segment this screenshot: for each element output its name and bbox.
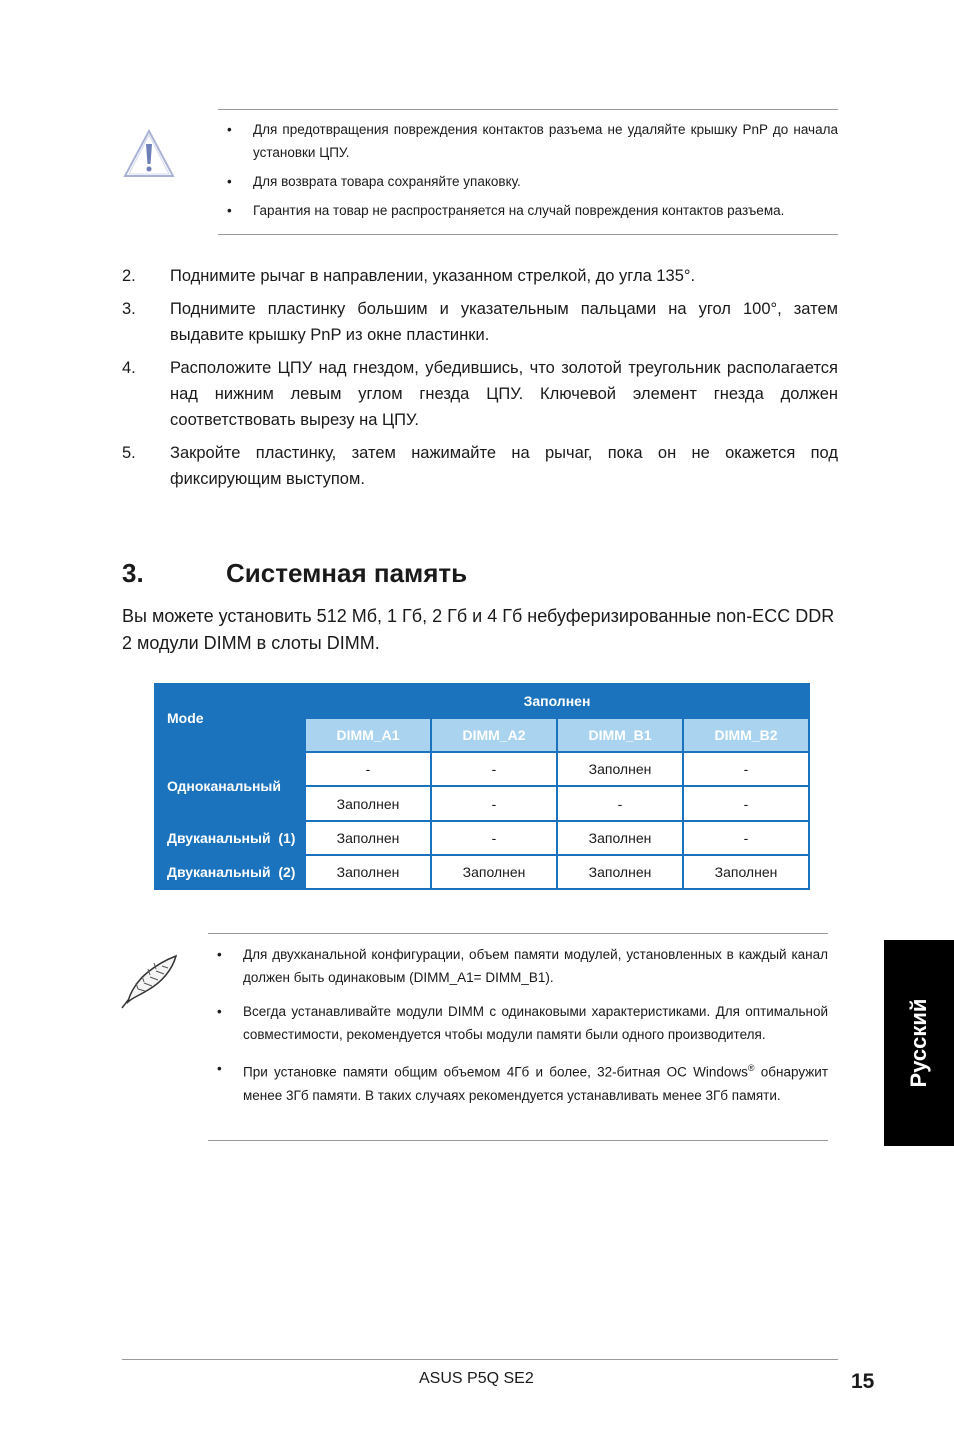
section-number: 3. <box>122 558 144 588</box>
table-cell: Заполнен <box>305 786 431 820</box>
step-item: 5. Закройте пластинку, затем нажимайте на рычаг, пока он не окажется под фиксирующим выступом. <box>122 444 838 488</box>
table-cell: - <box>431 786 557 820</box>
column-header: DIMM_A1 <box>305 718 431 752</box>
table-cell: - <box>431 821 557 855</box>
footer-product-name: ASUS P5Q SE2 <box>419 1370 534 1387</box>
table-header-row <box>155 684 809 718</box>
step-item: 4. Расположите ЦПУ над гнездом, убедившись, что золотой треугольник располагается над нижним левым углом гнезда ЦПУ. Ключевой элемент гнезда должен соответствовать вырезу на ЦПУ. <box>122 359 838 429</box>
section-intro: Вы можете установить 512 Мб, 1 Гб, 2 Гб и 4 Гб небуферизированные non-ECC DDR 2 модули DIMM в слоты DIMM. <box>122 606 835 653</box>
language-side-tab <box>884 940 954 1146</box>
single-channel-label: Одноканальный <box>155 752 305 820</box>
page-number: 15 <box>851 1370 875 1393</box>
dual-channel-1-label: Двуканальный (1) <box>155 821 305 855</box>
table-cell: - <box>683 752 809 786</box>
memory-config-table <box>154 683 810 890</box>
table-cell: Заполнен <box>305 821 431 855</box>
caution-list <box>220 118 838 228</box>
note-item: • Всегда устанавливайте модули DIMM с одинаковыми характеристиками. Для оптимальной совместимости, рекомендуется чтобы модули памяти были одного производителя. <box>217 1004 828 1042</box>
table-cell: - <box>557 786 683 820</box>
note-item: • При установке памяти общим объемом 4Гб и более, 32-битная ОС Windows® обнаружит менее 3Гб памяти. В таких случаях рекомендуется устанавливать менее 3Гб памяти. <box>217 1061 828 1103</box>
table-cell: - <box>683 821 809 855</box>
language-label: Русский <box>906 998 931 1088</box>
feather-note-icon <box>118 952 182 1012</box>
mode-header: Mode <box>155 684 305 752</box>
footer-divider <box>122 1359 838 1360</box>
caution-item: • Для предотвращения повреждения контактов разъема не удаляйте крышку PnP до начала установки ЦПУ. <box>227 122 838 160</box>
note-item: • Для двухканальной конфигурации, объем памяти модулей, установленных в каждый канал должен быть одинаковым (DIMM_A1= DIMM_B1). <box>217 947 828 985</box>
column-header: DIMM_A2 <box>431 718 557 752</box>
table-cell: - <box>431 752 557 786</box>
table-cell: Заполнен <box>305 855 431 889</box>
table-cell: Заполнен <box>557 752 683 786</box>
filled-header: Заполнен <box>305 684 809 718</box>
warning-triangle-icon <box>122 128 176 180</box>
table-row <box>155 855 809 889</box>
caution-item: • Для возврата товара сохраняйте упаковку. <box>227 174 521 189</box>
note-list <box>210 943 828 1118</box>
table-cell: Заполнен <box>431 855 557 889</box>
table-row <box>155 752 809 786</box>
table-cell: Заполнен <box>557 821 683 855</box>
caution-item: • Гарантия на товар не распространяется на случай повреждения контактов разъема. <box>227 203 785 218</box>
step-item: 3. Поднимите пластинку большим и указательным пальцами на угол 100°, затем выдавите крышку PnP из окне пластинки. <box>122 300 838 344</box>
column-header: DIMM_B2 <box>683 718 809 752</box>
table-cell: - <box>305 752 431 786</box>
table-cell: Заполнен <box>557 855 683 889</box>
dual-channel-2-label: Двуканальный (2) <box>155 855 305 889</box>
installation-steps <box>122 263 838 499</box>
table-cell: - <box>683 786 809 820</box>
section-title: Системная память <box>226 558 468 588</box>
table-cell: Заполнен <box>683 855 809 889</box>
step-item: 2. Поднимите рычаг в направлении, указанном стрелкой, до угла 135°. <box>122 267 696 285</box>
table-row <box>155 821 809 855</box>
column-header: DIMM_B1 <box>557 718 683 752</box>
